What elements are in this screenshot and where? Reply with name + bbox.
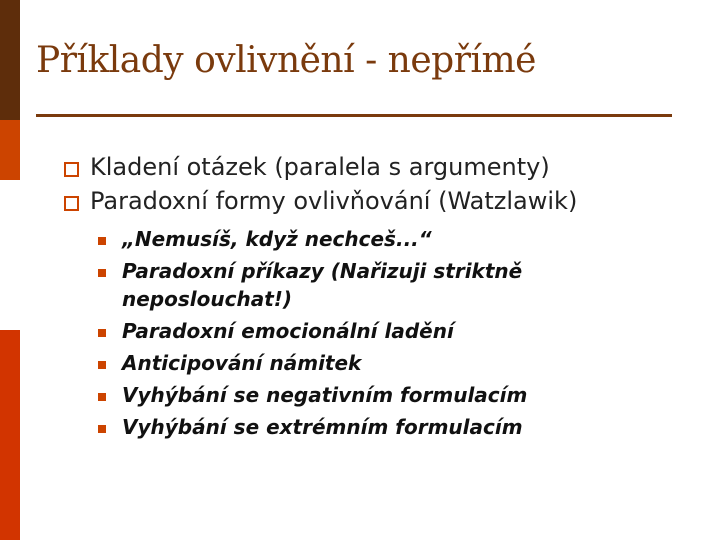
sub-bullet-list: [98, 223, 658, 443]
left-accent-bar: [0, 0, 20, 540]
accent-bar-segment-gap: [0, 180, 20, 330]
slide-title: Příklady ovlivnění - nepřímé: [36, 40, 536, 81]
filled-square-bullet-icon: [98, 361, 106, 369]
filled-square-bullet-icon: [98, 425, 106, 433]
accent-bar-segment-top: [0, 0, 20, 120]
filled-square-bullet-icon: [98, 237, 106, 245]
main-bullet-list: [64, 150, 577, 218]
hollow-square-bullet-icon: [64, 196, 79, 211]
filled-square-bullet-icon: [98, 329, 106, 337]
accent-bar-segment-orange: [0, 120, 20, 180]
filled-square-bullet-icon: [98, 393, 106, 401]
sub-bullet-text: „Nemusíš, když nechceš...“: [122, 227, 432, 251]
sub-bullet-text: Anticipování námitek: [122, 351, 362, 375]
sub-bullet-item: [98, 255, 658, 315]
hollow-square-bullet-icon: [64, 162, 79, 177]
bullet-item: [64, 150, 577, 184]
bullet-text: Paradoxní formy ovlivňování (Watzlawik): [90, 187, 578, 215]
filled-square-bullet-icon: [98, 269, 106, 277]
sub-bullet-text: Paradoxní emocionální ladění: [122, 319, 454, 343]
title-underline: [36, 114, 672, 117]
bullet-item: [64, 184, 577, 218]
bullet-text: Kladení otázek (paralela s argumenty): [90, 153, 550, 181]
sub-bullet-item: [98, 347, 658, 379]
sub-bullet-item: [98, 379, 658, 411]
sub-bullet-item: [98, 315, 658, 347]
sub-bullet-text: Vyhýbání se extrémním formulacím: [122, 415, 523, 439]
sub-bullet-item: [98, 223, 658, 255]
sub-bullet-item: [98, 411, 658, 443]
accent-bar-segment-bottom: [0, 330, 20, 540]
sub-bullet-text: Vyhýbání se negativním formulacím: [122, 383, 528, 407]
sub-bullet-text: Paradoxní příkazy (Nařizuji striktně neposlouchat!): [122, 259, 523, 311]
